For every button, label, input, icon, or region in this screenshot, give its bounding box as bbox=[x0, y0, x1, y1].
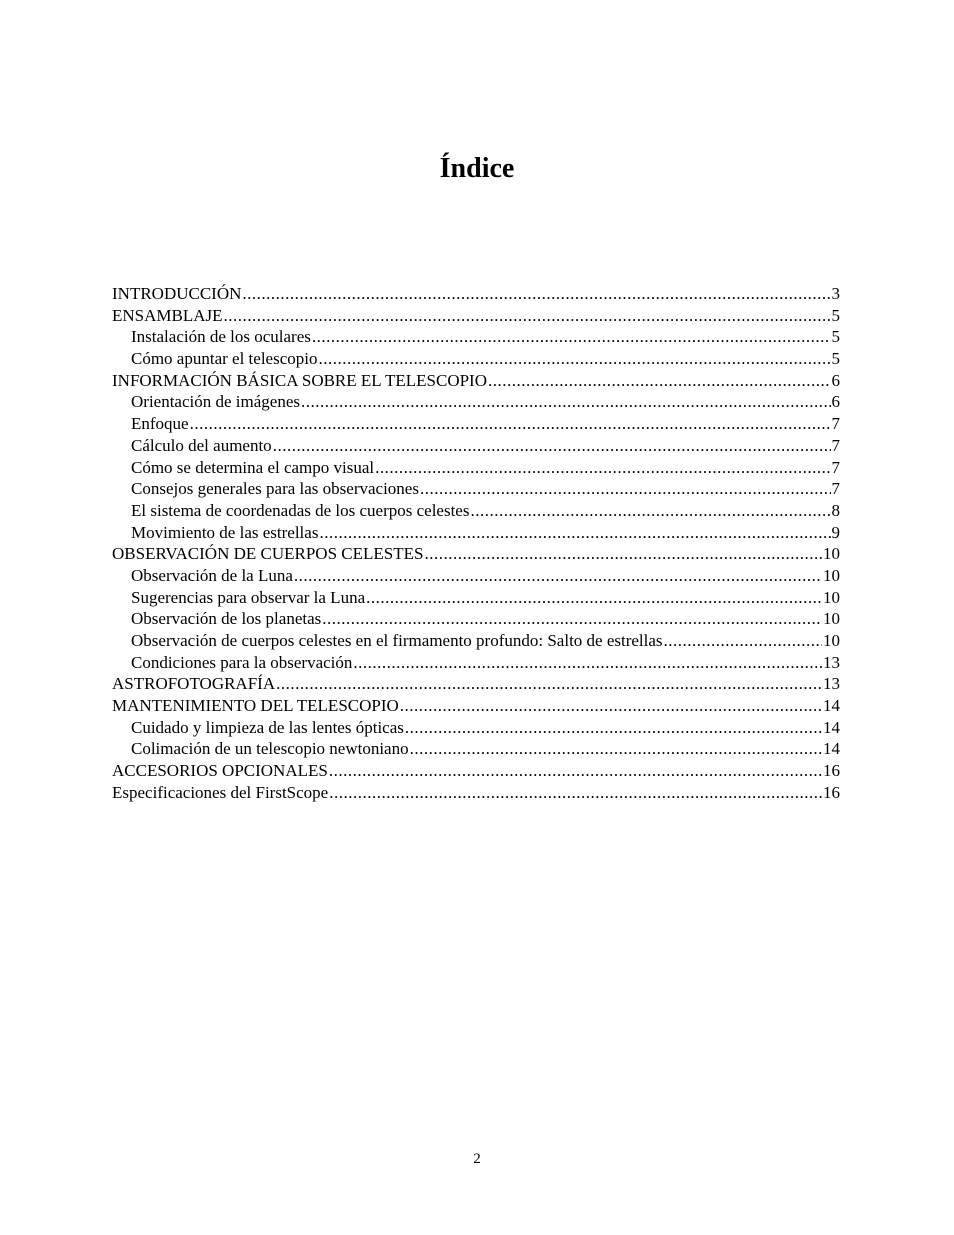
toc-entry-page-number: 7 bbox=[831, 414, 840, 434]
toc-dot-leader bbox=[470, 500, 830, 522]
toc-entry-page-number: 14 bbox=[823, 739, 840, 759]
toc-entry[interactable] bbox=[112, 608, 840, 630]
toc-dot-leader bbox=[400, 695, 822, 717]
toc-entry[interactable] bbox=[112, 348, 840, 370]
toc-entry-page-number: 3 bbox=[831, 284, 840, 303]
toc-entry-page-number: 5 bbox=[831, 349, 840, 369]
toc-entry-page-number: 6 bbox=[831, 370, 840, 390]
toc-entry-label: Sugerencias para observar la Luna bbox=[131, 587, 366, 607]
toc-entry[interactable] bbox=[112, 587, 840, 609]
toc-dot-leader bbox=[319, 522, 830, 544]
toc-entry-page-number: 5 bbox=[831, 327, 840, 347]
toc-dot-leader bbox=[273, 435, 831, 457]
toc-dot-leader bbox=[405, 717, 822, 739]
toc-dot-leader bbox=[224, 305, 831, 327]
toc-entry-page-number: 13 bbox=[823, 674, 840, 694]
toc-entry-page-number: 7 bbox=[831, 457, 840, 477]
toc-entry[interactable] bbox=[112, 760, 840, 782]
toc-entry[interactable] bbox=[112, 782, 840, 804]
toc-entry-page-number: 5 bbox=[831, 305, 840, 325]
toc-entry-page-number: 10 bbox=[823, 587, 840, 607]
toc-entry-label: El sistema de coordenadas de los cuerpos celestes bbox=[131, 500, 470, 520]
toc-entry-page-number: 10 bbox=[823, 565, 840, 585]
toc-entry[interactable] bbox=[112, 543, 840, 565]
toc-entry[interactable] bbox=[112, 435, 840, 457]
toc-entry-label: Cálculo del aumento bbox=[131, 435, 272, 455]
page-number: 2 bbox=[473, 1151, 481, 1167]
toc-dot-leader bbox=[366, 587, 822, 609]
toc-entry-page-number: 7 bbox=[831, 435, 840, 455]
toc-entry[interactable] bbox=[112, 283, 840, 305]
toc-entry-label: INTRODUCCIÓN bbox=[112, 284, 242, 303]
toc-entry-page-number: 13 bbox=[823, 652, 840, 672]
toc-entry[interactable] bbox=[112, 370, 840, 392]
toc-entry-label: Cómo apuntar el telescopio bbox=[131, 349, 318, 369]
toc-entry[interactable] bbox=[112, 391, 840, 413]
toc-entry[interactable] bbox=[112, 565, 840, 587]
toc-entry-page-number: 16 bbox=[823, 761, 840, 781]
toc-entry-label: Observación de los planetas bbox=[131, 609, 322, 629]
toc-entry-label: ENSAMBLAJE bbox=[112, 305, 223, 325]
toc-entry-label: Cómo se determina el campo visual bbox=[131, 457, 375, 477]
toc-entry-page-number: 14 bbox=[823, 696, 840, 716]
toc-dot-leader bbox=[420, 478, 831, 500]
toc-dot-leader bbox=[312, 326, 831, 348]
toc-dot-leader bbox=[318, 348, 830, 370]
toc-entry[interactable] bbox=[112, 457, 840, 479]
toc-entry-label: MANTENIMIENTO DEL TELESCOPIO bbox=[112, 696, 399, 716]
toc-entry-label: Orientación de imágenes bbox=[131, 392, 300, 412]
toc-dot-leader bbox=[242, 283, 830, 305]
toc-dot-leader bbox=[375, 457, 830, 479]
toc-entry-label: Observación de cuerpos celestes en el firmamento profundo: Salto de estrellas bbox=[131, 631, 663, 650]
toc-entry-page-number: 7 bbox=[831, 479, 840, 499]
toc-entry-label: ACCESORIOS OPCIONALES bbox=[112, 761, 328, 781]
toc-dot-leader bbox=[276, 673, 822, 695]
toc-entry[interactable] bbox=[112, 630, 840, 652]
toc-entry-label: Cuidado y limpieza de las lentes ópticas bbox=[131, 717, 404, 737]
toc-entry[interactable] bbox=[112, 326, 840, 348]
toc-entry-label: OBSERVACIÓN DE CUERPOS CELESTES bbox=[112, 544, 424, 564]
toc-entry[interactable] bbox=[112, 673, 840, 695]
toc-entry[interactable] bbox=[112, 500, 840, 522]
toc-entry[interactable] bbox=[112, 478, 840, 500]
toc-dot-leader bbox=[294, 565, 822, 587]
toc-entry-label: Enfoque bbox=[131, 414, 189, 434]
toc-entry-page-number: 6 bbox=[831, 392, 840, 412]
toc-dot-leader bbox=[190, 413, 831, 435]
toc-entry[interactable] bbox=[112, 738, 840, 760]
toc-entry-label: Observación de la Luna bbox=[131, 565, 293, 585]
toc-entry-label: Especificaciones del FirstScope bbox=[112, 782, 329, 802]
toc-entry-page-number: 10 bbox=[823, 544, 840, 564]
toc-entry-page-number: 10 bbox=[823, 631, 840, 650]
toc-entry-page-number: 10 bbox=[823, 609, 840, 629]
toc-entry-page-number: 9 bbox=[831, 522, 840, 542]
toc-entry-label: INFORMACIÓN BÁSICA SOBRE EL TELESCOPIO bbox=[112, 370, 487, 390]
toc-entry-page-number: 8 bbox=[831, 500, 840, 520]
toc-dot-leader bbox=[353, 652, 822, 674]
toc-dot-leader bbox=[329, 760, 822, 782]
toc-entry-label: Consejos generales para las observaciones bbox=[131, 479, 419, 499]
toc-dot-leader bbox=[424, 543, 822, 565]
toc-dot-leader bbox=[488, 370, 831, 392]
toc-entry-label: Instalación de los oculares bbox=[131, 327, 311, 347]
toc-dot-leader bbox=[664, 630, 822, 652]
toc-entry[interactable] bbox=[112, 522, 840, 544]
page-title: Índice bbox=[439, 153, 515, 184]
toc-entry-label: Movimiento de las estrellas bbox=[131, 522, 319, 542]
toc-dot-leader bbox=[329, 782, 822, 804]
toc-entry-page-number: 16 bbox=[823, 782, 840, 802]
toc-entry[interactable] bbox=[112, 695, 840, 717]
toc-dot-leader bbox=[410, 738, 822, 760]
toc-entry[interactable] bbox=[112, 717, 840, 739]
toc-entry-label: Colimación de un telescopio newtoniano bbox=[131, 739, 409, 759]
toc-dot-leader bbox=[301, 391, 831, 413]
toc-entry[interactable] bbox=[112, 652, 840, 674]
toc-entry[interactable] bbox=[112, 305, 840, 327]
toc-entry-page-number: 14 bbox=[823, 717, 840, 737]
toc-dot-leader bbox=[322, 608, 822, 630]
toc-entry-label: Condiciones para la observación bbox=[131, 652, 353, 672]
toc-entry-label: ASTROFOTOGRAFÍA bbox=[112, 674, 276, 694]
toc-entry[interactable] bbox=[112, 413, 840, 435]
table-of-contents bbox=[112, 283, 840, 804]
